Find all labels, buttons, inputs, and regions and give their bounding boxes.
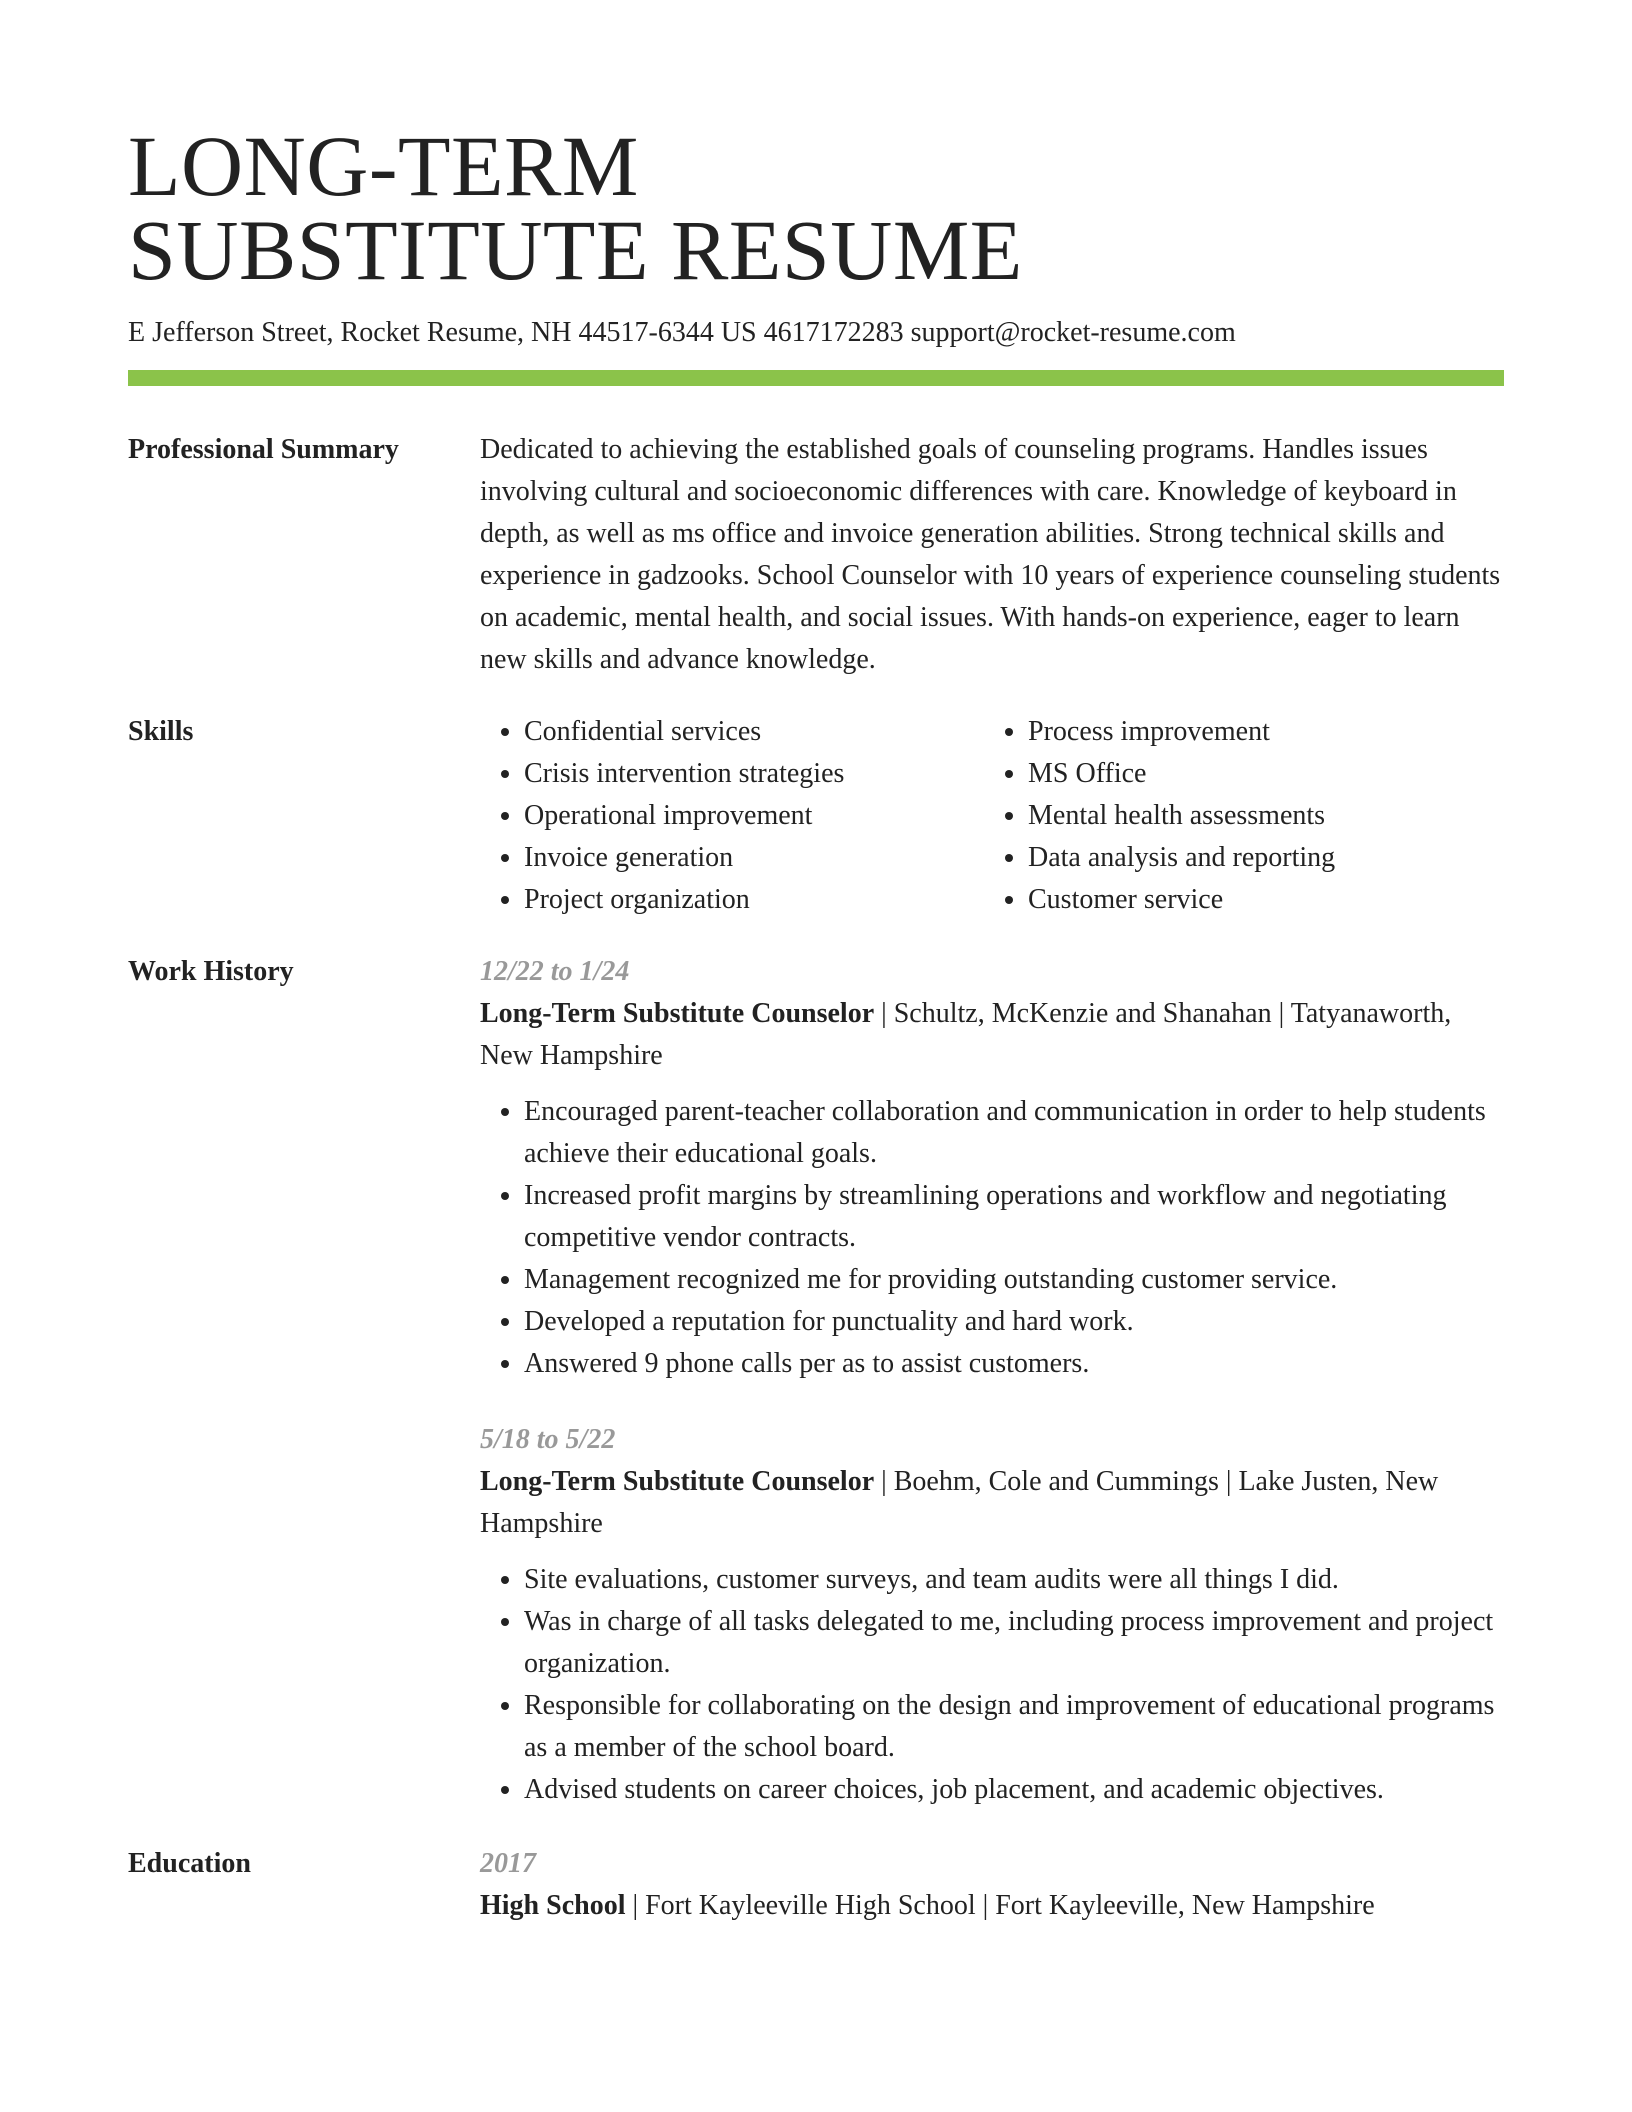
job-details: | Schultz, McKenzie and Shanahan | Tatyanaworth, New Hampshire — [480, 998, 1452, 1071]
skills-column-2 — [984, 711, 1488, 921]
job-bullet: • Responsible for collaborating on the design and improvement of educational programs as a member of the school board. — [524, 1685, 1504, 1769]
education-degree: High School — [480, 1890, 626, 1921]
skill-item: • Process improvement — [1028, 711, 1488, 753]
skill-item: • MS Office — [1028, 753, 1488, 795]
education-details: | Fort Kayleeville High School | Fort Kayleeville, New Hampshire — [625, 1890, 1375, 1921]
work-history-body-2 — [480, 1419, 1504, 1811]
accent-divider — [128, 370, 1504, 386]
skill-item: • Mental health assessments — [1028, 795, 1488, 837]
job-title: Long-Term Substitute Counselor — [480, 998, 875, 1029]
job-entry — [480, 1419, 1504, 1811]
job-bullet: • Increased profit margins by streamlining operations and workflow and negotiating competitive vendor contracts. — [524, 1175, 1504, 1259]
summary-heading: Professional Summary — [128, 434, 399, 465]
job-details: | Boehm, Cole and Cummings | Lake Justen, New Hampshire — [480, 1466, 1439, 1539]
skills-body — [480, 711, 1504, 921]
job-heading — [480, 993, 1504, 1077]
skill-item: • Invoice generation — [524, 837, 984, 879]
education-line — [480, 1885, 1504, 1927]
job-heading — [480, 1461, 1504, 1545]
job-entry — [480, 951, 1504, 1385]
job-bullet: • Developed a reputation for punctuality and hard work. — [524, 1301, 1504, 1343]
summary-body — [480, 429, 1504, 681]
job-bullet: • Encouraged parent-teacher collaboration and communication in order to help students achieve their educational goals. — [524, 1091, 1504, 1175]
job-date: 5/18 to 5/22 — [480, 1424, 616, 1455]
skill-item: • Confidential services — [524, 711, 984, 753]
resume-title-line-1: LONG-TERM — [128, 118, 639, 214]
skill-item: • Crisis intervention strategies — [524, 753, 984, 795]
work-history-heading: Work History — [128, 956, 294, 987]
job-bullet: • Answered 9 phone calls per as to assist customers. — [524, 1343, 1504, 1385]
education-body — [480, 1843, 1504, 1927]
resume-title — [128, 118, 1023, 298]
skill-item: • Customer service — [1028, 879, 1488, 921]
job-bullets — [480, 1559, 1504, 1811]
resume-title-line-2: SUBSTITUTE RESUME — [128, 202, 1023, 298]
skills-columns — [480, 711, 1504, 921]
job-bullet: • Advised students on career choices, job placement, and academic objectives. — [524, 1769, 1504, 1811]
skill-item: • Project organization — [524, 879, 984, 921]
education-date: 2017 — [480, 1848, 536, 1879]
skills-heading: Skills — [128, 716, 194, 747]
job-bullet: • Site evaluations, customer surveys, and team audits were all things I did. — [524, 1559, 1504, 1601]
skill-item: • Operational improvement — [524, 795, 984, 837]
education-heading: Education — [128, 1848, 251, 1879]
job-date: 12/22 to 1/24 — [480, 956, 630, 987]
skill-item: • Data analysis and reporting — [1028, 837, 1488, 879]
skills-column-1 — [480, 711, 984, 921]
summary-text: Dedicated to achieving the established goals of counseling programs. Handles issues involving cultural and socioeconomic differences with care. Knowledge of keyboard in depth, as well as ms office and invoice generation abilities. Strong technical skills and experience in gadzooks. School Counselor with 10 years of experience counseling students on academic, mental health, and social issues. With hands-on experience, eager to learn new skills and advance knowledge. — [480, 434, 1501, 675]
job-title: Long-Term Substitute Counselor — [480, 1466, 875, 1497]
job-bullet: • Management recognized me for providing outstanding customer service. — [524, 1259, 1504, 1301]
job-bullets — [480, 1091, 1504, 1385]
work-history-body — [480, 951, 1504, 1385]
job-bullet: • Was in charge of all tasks delegated to me, including process improvement and project organization. — [524, 1601, 1504, 1685]
contact-info: E Jefferson Street, Rocket Resume, NH 44517-6344 US 4617172283 support@rocket-resume.com — [128, 317, 1236, 348]
